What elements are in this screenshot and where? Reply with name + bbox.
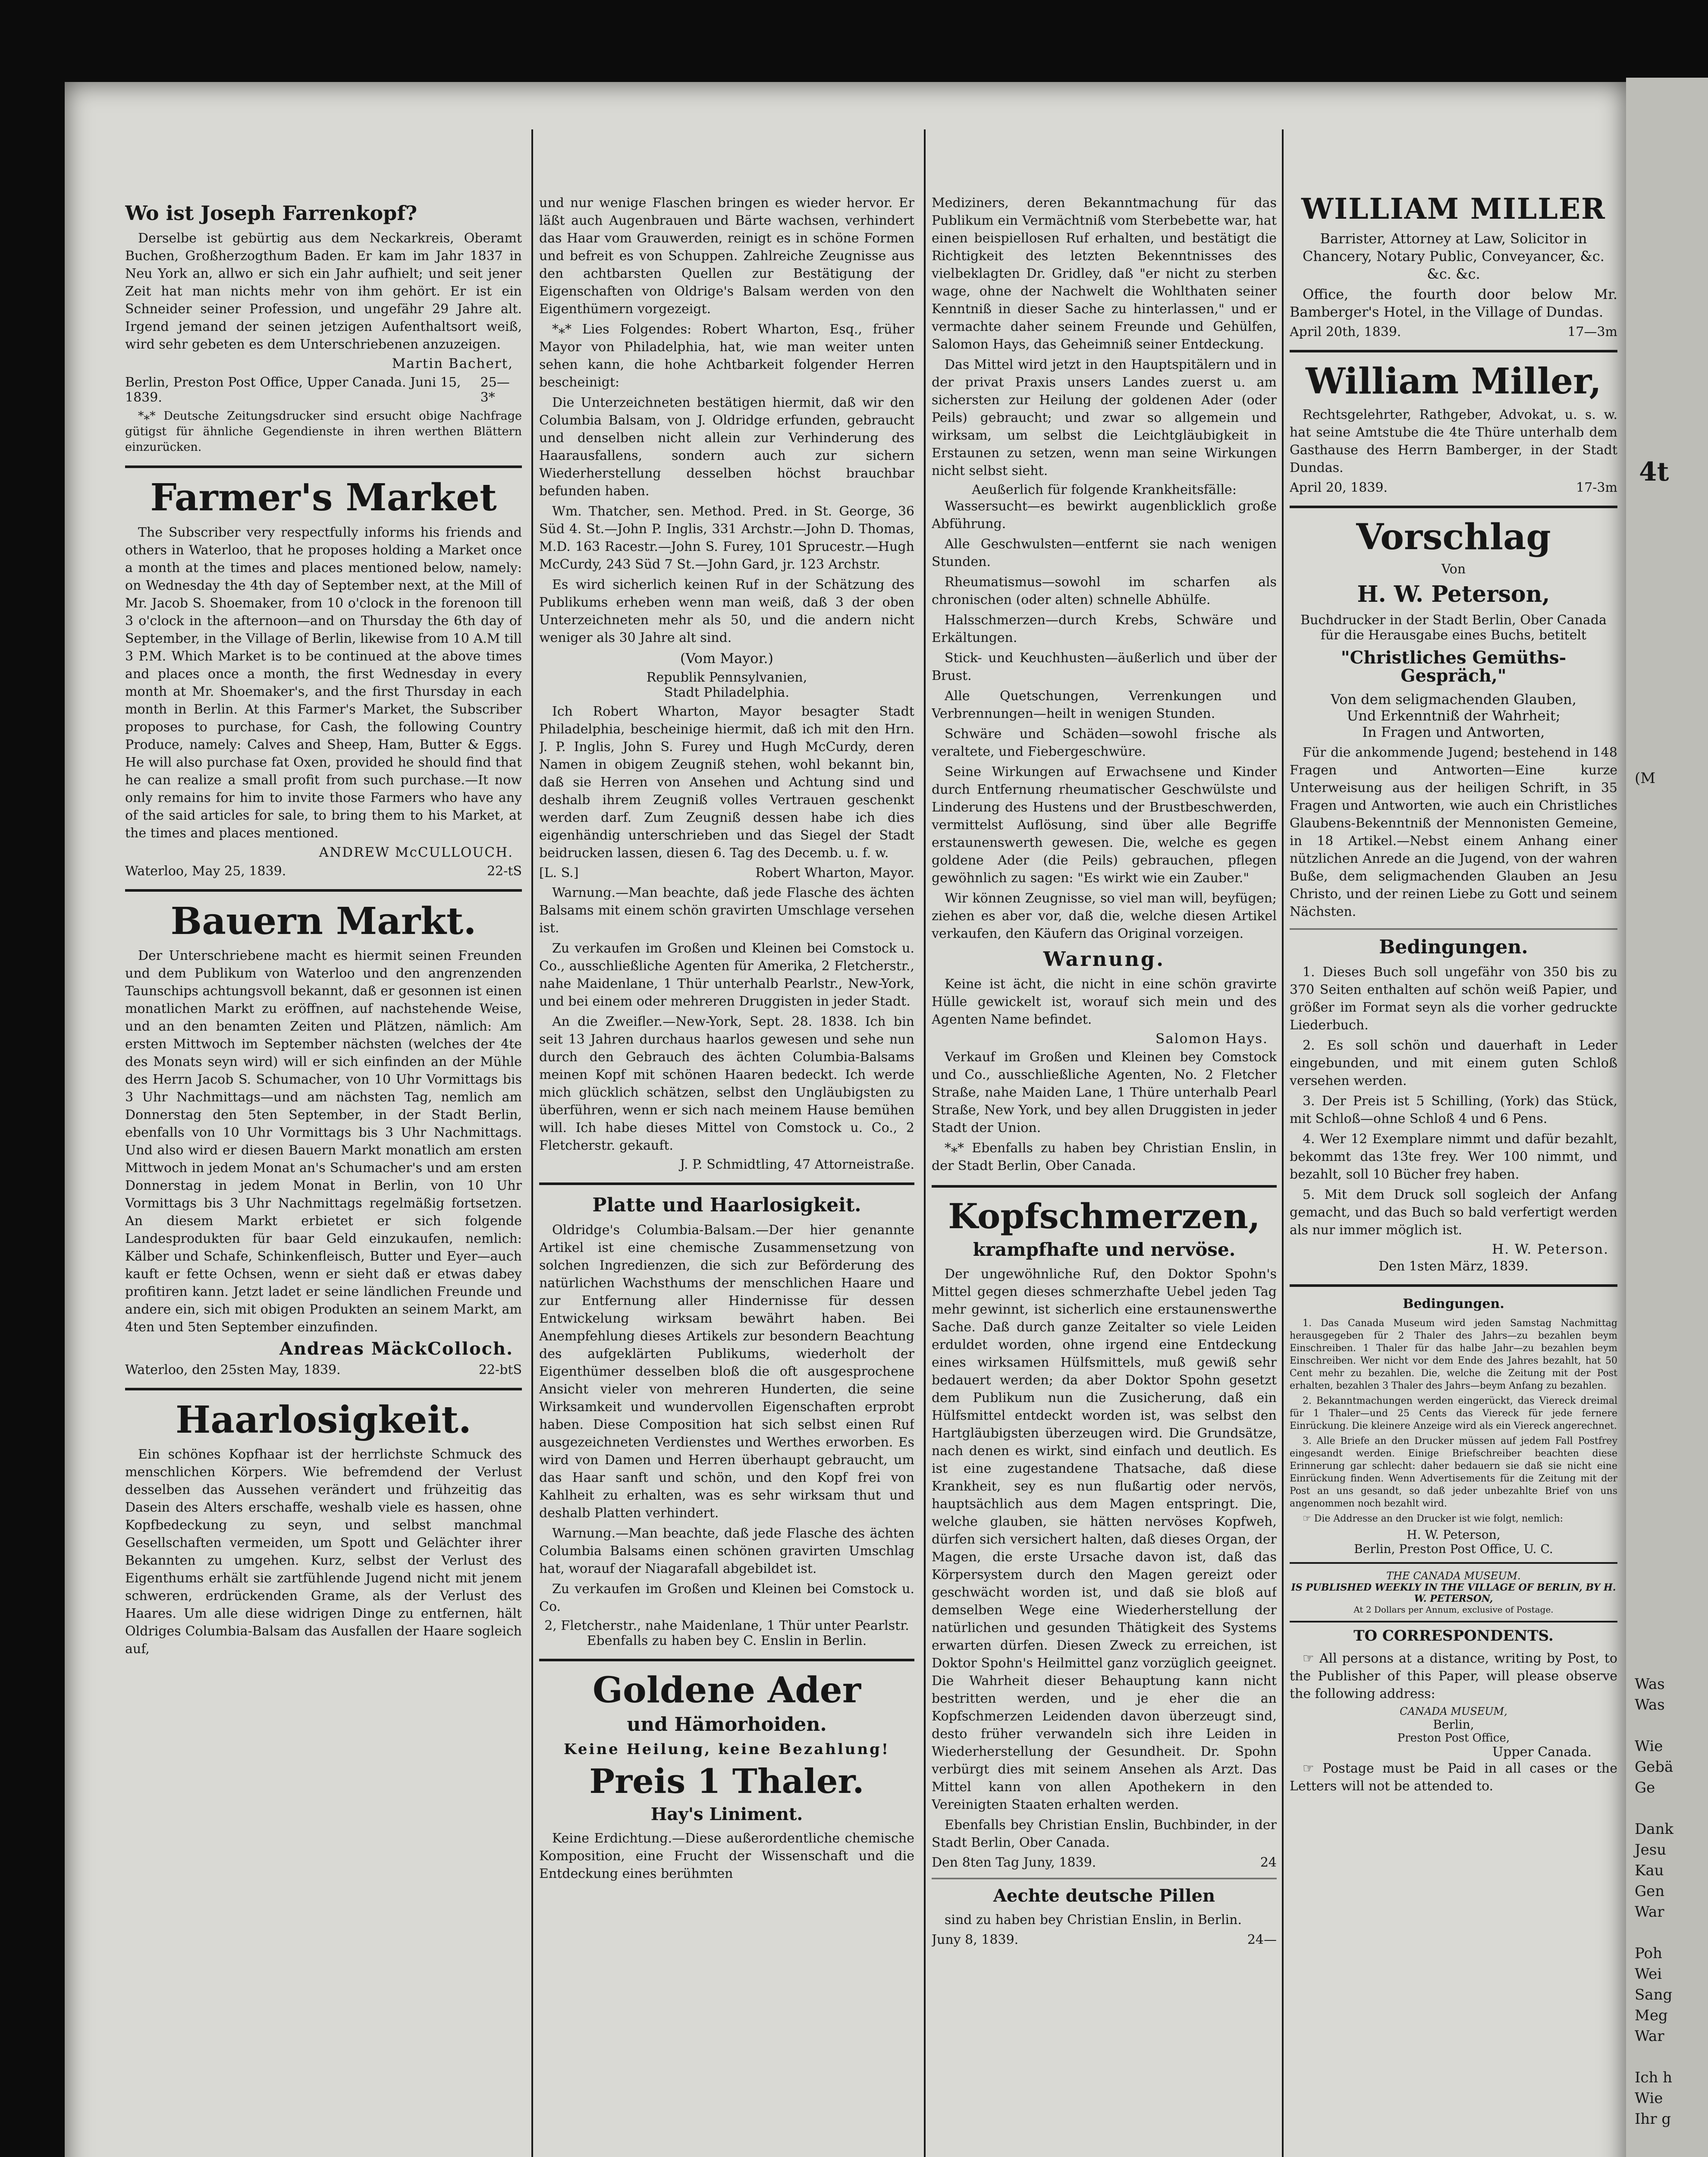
vorschlag-body: Für die ankommende Jugend; bestehend in 148 Fragen und Antworten—Eine kurze Unterweisung aus der heiligen Schrift, in 35 Fragen und Antworten, wie auch ein Christliches Glaubens-Bekenntniß der Mennonisten Gemeine, in 18 Artikel.—Nebst einem Anhang einer nützlichen Anrede an die Jugend, von der wahren Buße, dem seligmachenden Glauben an Jesu Christo, und der reinen Liebe zu Gott und seinem Nächsten. [1290, 745, 1617, 920]
correspondents-title: TO CORRESPONDENTS. [1353, 1627, 1554, 1644]
pillen-title: Aechte deutsche Pillen [993, 1886, 1215, 1906]
museum-published: IS PUBLISHED WEEKLY IN THE VILLAGE OF BERLIN, BY H. W. PETERSON, [1291, 1582, 1616, 1604]
warnung-2: Warnung.—Man beachte, daß jede Flasche des ächten Columbia Balsams einen schönen gravirten Umschlag hat, worauf der Niagarafall abgebildet ist. [539, 1526, 914, 1577]
ailment-5: Stick- und Keuchhusten—äußerlich und über der Brust. [932, 651, 1277, 683]
divider [1290, 928, 1617, 930]
ailment-2: Alle Geschwulsten—entfernt sie nach wenigen Stunden. [932, 537, 1277, 569]
bauern-markt-title: Bauern Markt. [170, 899, 477, 943]
verkauf-1: Zu verkaufen im Großen und Kleinen bei Comstock u. Co., ausschließliche Agenten für Amerika, 2 Fletcherstr., nahe Maidenlane, 1 Thür unterhalb Pearlstr., New-York, und bei einem oder mehreren Druggisten in jeder Stadt. [539, 941, 914, 1009]
miller-german-date: April 20, 1839. [1290, 480, 1388, 496]
farrenkopf-date: Berlin, Preston Post Office, Upper Canada. Juni 15, 1839. [125, 375, 461, 406]
goldene-ader-title: Goldene Ader [592, 1670, 861, 1711]
bedingung-4: 4. Wer 12 Exemplare nimmt und dafür bezahlt, bekommt das 13te frey. Wer 100 nimmt, und bezahlt, soll 10 Bücher frey haben. [1290, 1132, 1617, 1182]
correspondents-address-3: Preston Post Office, [1397, 1732, 1510, 1745]
bauern-markt-dateline [125, 1362, 522, 1377]
bedingung-1: 1. Dieses Buch soll ungefähr von 350 bis zu 370 Seiten enthalten auf schön weiß Papier, und größer im Format seyn als die vorher gedruckte Liederbuch. [1290, 965, 1617, 1033]
ailment-7: Schwäre und Schäden—sowohl frische als veraltete, und Fiebergeschwüre. [932, 726, 1277, 759]
column-3 [932, 104, 1277, 2157]
column-1 [125, 104, 522, 2157]
haarlosigkeit-body: Ein schönes Kopfhaar ist der herrlichste Schmuck des menschlichen Körpers. Wie befremdend der Verlust desselben das Aussehen verändert und frühzeitig das Dasein des Alters erschaffe, weshalb viele es hassen, ohne Kopfbedeckung zu seyn, und selbst manchmal Gesellschaften vermeiden, um Spott und Gelächter ihrer Bekannten zu umgehen. Kurz, selbst der Verlust des Eigenthums erhält sie zartfühlende Jugend nicht mit jenem schweren, erdrückenden Grame, als der Verlust des Haares. Um alle diese widrigen Dinge zu entfernen, hält Oldriges Columbia-Balsam das Ausfallen der Haare sogleich auf, [125, 1447, 522, 1657]
ailment-4: Halsschmerzen—durch Krebs, Schwäre und Erkältungen. [932, 613, 1277, 645]
kopfschmerzen-date: Den 8ten Tag Juny, 1839. [932, 1855, 1096, 1871]
column-rule-1 [531, 129, 533, 2157]
farrenkopf-body: Derselbe ist gebürtig aus dem Neckarkreis, Oberamt Buchen, Großherzogthum Baden. Er kam im Jahr 1837 in Neu York an, allwo er sich ein Jahr aufhielt; und seit jener Zeit hat man nichts mehr von ihm gehört. Er ist ein Schneider seiner Profession, und ungefähr 29 Jahre alt. Irgend jemand der seinen jetzigen Aufenthaltsort weiß, wird sehr gebeten es dem Unterschriebenen anzuzeigen. [125, 231, 522, 352]
miller-ref: 17—3m [1567, 324, 1617, 340]
bauern-markt-date: Waterloo, den 25sten May, 1839. [125, 1362, 341, 1377]
goldene-ader-subtitle: und Hämorhoiden. [627, 1714, 827, 1736]
platte-title: Platte und Haarlosigkeit. [592, 1194, 861, 1216]
edge-fragment-1: 4t [1639, 457, 1669, 487]
vorschlag-title: Vorschlag [1356, 516, 1551, 558]
divider [125, 889, 522, 892]
adjacent-page-edge [1626, 78, 1708, 2157]
miller-title: WILLIAM MILLER [1301, 192, 1606, 226]
correspondents-postage: ☞ Postage must be Paid in all cases or the Letters will not be attended to. [1290, 1761, 1617, 1794]
kopfschmerzen-ref: 24 [1260, 1855, 1277, 1871]
mayor-republic: Republik Pennsylvanien, [646, 670, 807, 685]
correspondents-address-1: CANADA MUSEUM, [1400, 1705, 1507, 1718]
pillen-date: Juny 8, 1839. [932, 1932, 1019, 1948]
column-rule-3 [1282, 129, 1284, 2157]
mayor-signature-line [539, 865, 914, 880]
vorschlag-book-line3: Und Erkenntniß der Wahrheit; [1347, 707, 1560, 724]
zweifler-text: An die Zweifler.—New-York, Sept. 28. 1838. Ich bin seit 13 Jahren durchaus haarlos gewesen und sehe nun durch den Gebrauch des ächten Columbia-Balsams meinen Kopf mit schönen Haaren bedeckt. Ich werde mich glücklich schätzen, selbst den Ungläubigsten zu überführen, wenn er sich nach meinem Hause bemühen will. Ich habe dieses Mittel von Comstock u. Co., 2 Fletcherstr. gekauft. [539, 1014, 914, 1153]
terms-2: 2. Bekanntmachungen werden eingerückt, das Viereck dreimal für 1 Thaler—und 25 Cents das Viereck für jede fernere Einrückung. Die kleinere Anzeige wird als ein Viereck angerechnet. [1290, 1395, 1617, 1431]
correspondents-address-4: Upper Canada. [1492, 1745, 1592, 1760]
miller-german-body: Rechtsgelehrter, Rathgeber, Advokat, u. s. w. hat seine Amtstube die 4te Thüre unterhalb dem Gasthause des Herrn Bamberger, in der Stadt Dundas. [1290, 407, 1617, 476]
vorschlag-von: Von [1441, 562, 1466, 577]
ailment-3: Rheumatismus—sowohl im scharfen als chronischen (oder alten) schnelle Abhülfe. [932, 575, 1277, 607]
haarlosigkeit-title: Haarlosigkeit. [176, 1398, 471, 1442]
farmers-market-dateline [125, 864, 522, 879]
mayor-heading: (Vom Mayor.) [680, 650, 774, 667]
terms-3: 3. Alle Briefe an den Drucker müssen auf jedem Fall Postfrey eingesandt werden. Einige Briefschreiber beachten diese Erinnerung gar schlecht: daher bedauern sie daß sie nicht eine Einrückung finden. Wenn Advertisements für die Zeitung mit der Post an uns gesandt, so daß jeder unbezahlte Brief von uns angenommen noch bezahlt wird. [1290, 1435, 1617, 1509]
bedingung-5: 5. Mit dem Druck soll sogleich der Anfang gemacht, und das Buch so bald verfertigt werden als nur immer möglich ist. [1290, 1187, 1617, 1238]
divider [1290, 350, 1617, 352]
divider [539, 1659, 914, 1661]
farrenkopf-signature: Martin Bachert, [392, 356, 513, 372]
farrenkopf-dateline [125, 375, 522, 405]
farmers-market-signature: ANDREW McCULLOUCH. [319, 844, 513, 860]
column-rule-2 [924, 129, 926, 2157]
platte-body: Oldridge's Columbia-Balsam.—Der hier genannte Artikel ist eine chemische Zusammensetzung von solchen Ingredienzen, die sich zur Beförderung des natürlichen Wachsthums der menschlichen Haare und zur Entfernung aller Hindernisse für dessen Entwickelung wirksam bewährt haben. Bei Anempfehlung dieses Artikels zur besondern Beachtung des aufgeklärten Publikums, wiederholt der Eigenthümer desselben bloß die oft ausgesprochene Ansicht vieler von mehreren Hunderten, die seine Wirksamkeit und wundervollen Eigenschaften erprobt haben. Diese Composition hat sich selbst einen Ruf ausgezeichneten Verdienstes und Werthes erworben. Es wird von Damen und Herren überhaupt gebraucht, um das Haar sanft und schön, und den Kopf frei von Kahlheit zu erhalten, was es sehr wirksam thut und deshalb Platten verhindert. [539, 1223, 914, 1521]
terms-1: 1. Das Canada Museum wird jeden Samstag Nachmittag herausgegeben für 2 Thaler des Jahrs—zu bezahlen beym Einschreiben. 1 Thaler für das halbe Jahr—zu bezahlen beym Einschreiben. Wer nicht vor dem Ende des Jahres bezahlt, hat 50 Cent mehr zu bezahlen. Die, welche die Zeitung mit der Post erhalten, bezahlen 3 Thaler des Jahrs—beym Anfang zu bezahlen. [1290, 1317, 1617, 1391]
vorschlag-name: H. W. Peterson, [1357, 581, 1550, 608]
mayor-signature: Robert Wharton, Mayor. [755, 865, 914, 880]
goldene-ader-body: Keine Erdichtung.—Diese außerordentliche chemische Komposition, eine Frucht der Wissenschaft und die Entdeckung eines berühmten [539, 1831, 914, 1882]
museum-title: THE CANADA MUSEUM. [1386, 1569, 1521, 1582]
miller-date: April 20th, 1839. [1290, 324, 1401, 340]
balsam-continuation: und nur wenige Flaschen bringen es wieder hervor. Er läßt auch Augenbrauen und Bärte wachsen, verhindert das Haar vom Grauwerden, reinigt es in schöne Formen und befreit es von Schuppen. Zahlreiche Zeugnisse aus den achtbarsten Quellen zur Bestätigung der Eigenschaften von Oldrige's Balsam werden von den Eigenthümern vorgezeigt. [539, 195, 914, 317]
farmers-market-body: The Subscriber very respectfully informs his friends and others in Waterloo, that he proposes holding a Market once a month at the times and places mentioned below, namely: on Wednesday the 4th day of September next, at the Mill of Mr. Jacob S. Shoemaker, from 10 o'clock in the forenoon till 3 o'clock in the afternoon—and on Thursday the 6th day of September, in the Village of Berlin, likewise from 10 A.M till 3 P.M. Which Market is to be continued at the above times and places once a month, the first Wednesday in every month at Mr. Shoemaker's, and the first Thursday in each month in Berlin. At this Farmer's Market, the Subscriber proposes to purchase, for Cash, the following Country Produce, namely: Calves and Sheep, Ham, Butter & Eggs. He will also purchase fat Oxen, provided he should find that he can realize a small profit from such purchase.—It now only remains for him to invite those Farmers who have any of the said articles for sale, to bring them to his Market, at the times and places mentioned. [125, 525, 522, 841]
warnung-body: Keine ist ächt, die nicht in eine schön gravirte Hülle gewickelt ist, worauf sich mein und des Agenten Name befindet. [932, 977, 1277, 1028]
divider [1290, 506, 1617, 508]
farrenkopf-ref: 25—3* [480, 375, 510, 406]
museum-price: At 2 Dollars per Annum, exclusive of Postage. [1353, 1604, 1554, 1615]
miller-office: Office, the fourth door below Mr. Bamberger's Hotel, in the Village of Dundas. [1290, 286, 1617, 321]
ailment-1: Wassersucht—es bewirkt augenblicklich große Abführung. [932, 499, 1277, 531]
verkauf-2: Zu verkaufen im Großen und Kleinen bei Comstock u. Co. [539, 1582, 914, 1615]
bedingungen-date: Den 1sten März, 1839. [1378, 1259, 1529, 1274]
verkauf-2-address: 2, Fletcherstr., nahe Maidenlane, 1 Thür unter Pearlstr. [544, 1618, 909, 1634]
wirkungen-text: Seine Wirkungen auf Erwachsene und Kinder durch Entfernung rheumatischer Geschwülste und Linderung des Hustens und der Brustbeschwerden, vermittelst Auflösung, sind über alle Begriffe erstaunenswerth gewesen. Die, welche es gegen goldene Ader (die Peils) gebrauchen, pflegen gewöhnlich zu sagen: "Es wirkt wie ein Zauber." [932, 764, 1277, 886]
pillen-body: sind zu haben bey Christian Enslin, in Berlin. [945, 1912, 1242, 1928]
divider [932, 1878, 1277, 1879]
kopfschmerzen-enslin: Ebenfalls bey Christian Enslin, Buchbinder, in der Stadt Berlin, Ober Canada. [932, 1817, 1277, 1851]
hays-continuation: Mediziners, deren Bekanntmachung für das Publikum ein Vermächtniß vom Sterbebette war, hat einen beispiellosen Ruf erhalten, und bestätigt die Richtigkeit des letzten Bekenntnisses des vielbeklagten Dr. Gridley, daß "er nicht zu sterben wage, ohne der Nachwelt die Wohlthaten seiner Kenntniß in dieser Sache zu hinterlassen," und er vermachte daher seinem Freunde und Gehülfen, Salomon Hays, das Geheimniß seiner Entdeckung. [932, 195, 1277, 352]
pillen-dateline [932, 1932, 1277, 1947]
goldene-ader-liniment: Hay's Liniment. [650, 1804, 803, 1825]
vorschlag-desc: Buchdrucker in der Stadt Berlin, Ober Canada [1300, 613, 1607, 628]
divider [1290, 1284, 1617, 1287]
divider [932, 1185, 1277, 1188]
warnung-title: Warnung. [1043, 947, 1165, 971]
ailment-6: Alle Quetschungen, Verrenkungen und Verbrennungen—heilt in wenigen Stunden. [932, 689, 1277, 721]
bedingung-2: 2. Es soll schön und dauerhaft in Leder eingebunden, und mit einem guten Schloß versehen werden. [1290, 1038, 1617, 1089]
zweifler-signature: J. P. Schmidtling, 47 Attorneistraße. [680, 1157, 914, 1172]
column-2 [539, 104, 914, 2157]
kopfschmerzen-dateline [932, 1855, 1277, 1870]
vorschlag-book-title: "Christliches Gemüths-Gespräch," [1341, 648, 1567, 686]
mayor-certificate: Ich Robert Wharton, Mayor besagter Stadt Philadelphia, bescheinige hiermit, daß ich mit den Hrn. J. P. Inglis, John S. Furey und Hugh McCurdy, deren Namen in obigem Zeugniß stehen, wohl bekannt bin, daß sie Herren von Ansehen und Achtung sind und deshalb ihrem Zeugniß volles Vertrauen geschenkt werden darf. Zum Zeugniß dessen habe ich dies eigenhändig unterschrieben und das Siegel der Stadt beidrucken lassen, diesen 6. Tag des Decemb. u. f. w. [539, 704, 914, 861]
bauern-markt-ref: 22-btS [478, 1362, 522, 1377]
miller-german-title: William Miller, [1306, 361, 1601, 402]
bedingungen-title: Bedingungen. [1379, 936, 1528, 959]
mayor-seal: [L. S.] [539, 865, 579, 880]
masthead-box [1290, 1562, 1617, 1622]
kopfschmerzen-title: Kopfschmerzen, [948, 1196, 1260, 1237]
zeugnisse-text: Wir können Zeugnisse, so viel man will, beyfügen; ziehen es aber vor, daß die, welche diesen Artikel verkaufen, den Käufern das Original vorzeigen. [932, 891, 1277, 941]
miller-dateline [1290, 324, 1617, 340]
mayor-city: Stadt Philadelphia. [664, 685, 789, 700]
vorschlag-for: für die Herausgabe eines Buchs, betitelt [1320, 628, 1587, 643]
warnung-signature: Salomon Hays. [1155, 1031, 1268, 1047]
verkauf-text: Verkauf im Großen und Kleinen bey Comstock und Co., ausschließliche Agenten, No. 2 Fletcher Straße, nahe Maiden Lane, 1 Thüre unterhalb Pearl Straße, New York, und bey allen Druggisten in jeder Stadt der Union. [932, 1050, 1277, 1136]
wharton-note: Es wird sicherlich keinen Ruf in der Schätzung des Publikums erheben wenn man weiß, daß 3 der oben Unterzeichneten mehr als 50, und die andern nicht weniger als 30 Jahre alt sind. [539, 577, 914, 645]
edge-fragment-3: Was Was Wie Gebä Ge Dank Jesu Kau Gen War Poh Wei Sang Meg War Ich h Wie Ihr g [1635, 1676, 1674, 2128]
goldene-ader-price: Preis 1 Thaler. [589, 1762, 864, 1802]
wharton-names: Wm. Thatcher, sen. Method. Pred. in St. George, 36 Süd 4. St.—John P. Inglis, 331 Archstr.—John D. Thomas, M.D. 163 Racestr.—John S. Furey, 101 Sprucestr.—Hugh McCurdy, 243 Süd 7 St.—John Gard, jr. 123 Archstr. [539, 504, 914, 572]
terms-4: ☞ Die Addresse an den Drucker ist wie folgt, nemlich: [1303, 1513, 1564, 1524]
farmers-market-ref: 22-tS [487, 863, 522, 879]
farmers-market-title: Farmer's Market [150, 476, 497, 520]
aeusserlich-heading: Aeußerlich für folgende Krankheitsfälle: [972, 482, 1237, 497]
column-4 [1290, 104, 1617, 2157]
printer-address-2: Berlin, Preston Post Office, U. C. [1354, 1541, 1553, 1556]
wharton-certificate: Die Unterzeichneten bestätigen hiermit, daß wir den Columbia Balsam, von J. Oldridge erfunden, gebraucht und denselben nicht allein zur Verhinderung des Haarausfallens, sondern auch zur sichern Wiederherstellung desselben höchst brauchbar befunden haben. [539, 395, 914, 499]
miller-body: Barrister, Attorney at Law, Solicitor in Chancery, Notary Public, Conveyancer, &c. &c. &c. [1303, 230, 1604, 283]
divider [125, 465, 522, 468]
pillen-ref: 24— [1247, 1932, 1277, 1948]
warnung-1: Warnung.—Man beachte, daß jede Flasche des ächten Balsams mit einem schön gravirten Umschlage versehen ist. [539, 885, 914, 936]
kopfschmerzen-body: Der ungewöhnliche Ruf, den Doktor Spohn's Mittel gegen dieses schmerzhafte Uebel jeden Tag mehr gewinnt, ist sicherlich eine erstaunenswerthe Sache. Daß durch ganze Zeitalter so viele Leiden erduldet worden, ohne irgend eine Entdeckung eines wirksamen Hülfsmittels, muß gewiß sehr bedauert werden; da aber Doktor Spohn gesetzt dem Publikum nun die Zusicherung, daß ein Hülfsmittel entdeckt worden ist, was selbst den Hartgläubigsten überzeugen wird. Die Grundsätze, nach denen es wirkt, sind einfach und deutlich. Es ist eine zugestandene Thatsache, daß diese Krankheit, sey es nun flußartig oder nervös, hauptsächlich aus dem Magen entspringt. Die, welche glauben, sie hätten nervöses Kopfweh, dürfen sich versichert halten, daß dieses Organ, der Magen, die erste Ursache davon ist, daß das Körpersystem durch den Magen gereizt oder geschwächt worden ist, und daß sie bloß auf demselben Wege eine Wiederherstellung der natürlichen und gesunden Thätigkeit des Systems erwarten dürfen. Diesen Zweck zu erreichen, ist Doktor Spohn's Heilmittel ganz vorzüglich geeignet. Die Wahrheit dieser Behauptung kann nicht bestritten werden, und je eher die an Kopfschmerzen Leidenden davon überzeugt sind, desto früher verwandeln sich ihre Leiden in Wiederherstellung der Gesundheit. Dr. Spohn verbürgt dies mit seinem Ansehen als Arzt. Das Mittel kann von allen Apothekern in den Vereinigten Staaten erhalten werden. [932, 1267, 1277, 1813]
correspondents-address-2: Berlin, [1433, 1717, 1474, 1732]
kopfschmerzen-subtitle: krampfhafte und nervöse. [973, 1239, 1236, 1261]
bauern-markt-body: Der Unterschriebene macht es hiermit seinen Freunden und dem Publikum von Waterloo und den angrenzenden Taunschips achtungsvoll bekannt, daß er gesonnen ist einen monatlichen Markt zu eröffnen, auf nachstehende Weise, und an den benamten Zeiten und Plätzen, nämlich: Am ersten Mittwoch im September nächsten (welches der 4te des Monats seyn wird) will er sich einfinden an der Mühle des Herrn Jacob S. Schumacher, von 10 Uhr Vormittags bis 3 Uhr Nachmittags—und am nächsten Tag, nemlich am Donnerstag den 5ten September, in der Stadt Berlin, ebenfalls von 10 Uhr Vormittags bis 3 Uhr Nachmittags. Und also wird er diesen Bauern Markt monatlich am ersten Mittwoch in jedem Monat an's Schumacher's und am ersten Donnerstag in jedem Monat in Berlin, von 10 Uhr Vormittags bis 3 Uhr Nachmittags regelmäßig fortsetzen. An diesem Markt erbietet er sich folgende Landesprodukten für baar Geld einzukaufen, nemlich: Kälber und Schafe, Schinkenfleisch, Butter und Eyer—auch kauft er fette Ochsen, wenn er sieht daß er etwas dabey profitiren kann. Jetzt ladet er seine ländlichen Freunde und andere ein, sich mit obigen Produkten an seinem Markt, am 4ten und 5ten September einzufinden. [125, 948, 522, 1335]
verkauf-2-enslin: Ebenfalls zu haben bey C. Enslin in Berlin. [587, 1633, 867, 1649]
vorschlag-book-line2: Von dem seligmachenden Glauben, [1331, 691, 1576, 708]
printer-address-1: H. W. Peterson, [1407, 1527, 1501, 1542]
bedingungen-signature: H. W. Peterson. [1492, 1242, 1609, 1258]
hays-body-2: Das Mittel wird jetzt in den Hauptspitälern und in der privat Praxis unsers Landes zuerst u. am sichersten zur Heilung der goldenen Ader (oder Peils) gebraucht; und zwar so allgemein und wirksam, um selbst die Leichtgläubigkeit in Erstaunen zu setzen, wenn man seine Wirkungen nicht selbst sieht. [932, 357, 1277, 478]
bedingung-3: 3. Der Preis ist 5 Schilling, (York) das Stück, mit Schloß—ohne Schloß 4 und 6 Pens. [1290, 1094, 1617, 1127]
miller-german-dateline [1290, 480, 1617, 495]
goldene-ader-tagline: Keine Heilung, keine Bezahlung! [564, 1741, 890, 1758]
miller-german-ref: 17-3m [1576, 480, 1617, 496]
bauern-markt-signature: Andreas MäckColloch. [279, 1338, 513, 1359]
farmers-market-date: Waterloo, May 25, 1839. [125, 863, 286, 879]
correspondents-body: ☞ All persons at a distance, writing by Post, to the Publisher of this Paper, will please observe the following address: [1290, 1651, 1617, 1702]
edge-fragment-2: (M [1635, 770, 1656, 787]
wharton-intro: *⁎* Lies Folgendes: Robert Wharton, Esq., früher Mayor von Philadelphia, hat, wie man weiter unten sehen kann, die hohe Achtbarkeit folgender Herren bescheinigt: [539, 322, 914, 390]
farrenkopf-title: Wo ist Joseph Farrenkopf? [125, 201, 418, 225]
divider [539, 1182, 914, 1185]
vorschlag-book-line4: In Fragen und Antworten, [1362, 724, 1545, 741]
divider [125, 1388, 522, 1390]
bedingungen-2-title: Bedingungen. [1403, 1296, 1504, 1312]
enslin-note: *⁎* Ebenfalls zu haben bey Christian Enslin, in der Stadt Berlin, Ober Canada. [932, 1141, 1277, 1174]
farrenkopf-note: *⁎* Deutsche Zeitungsdrucker sind ersucht obige Nachfrage gütigst für ähnliche Gegendienste in ihren werthen Blättern einzurücken. [125, 409, 522, 454]
